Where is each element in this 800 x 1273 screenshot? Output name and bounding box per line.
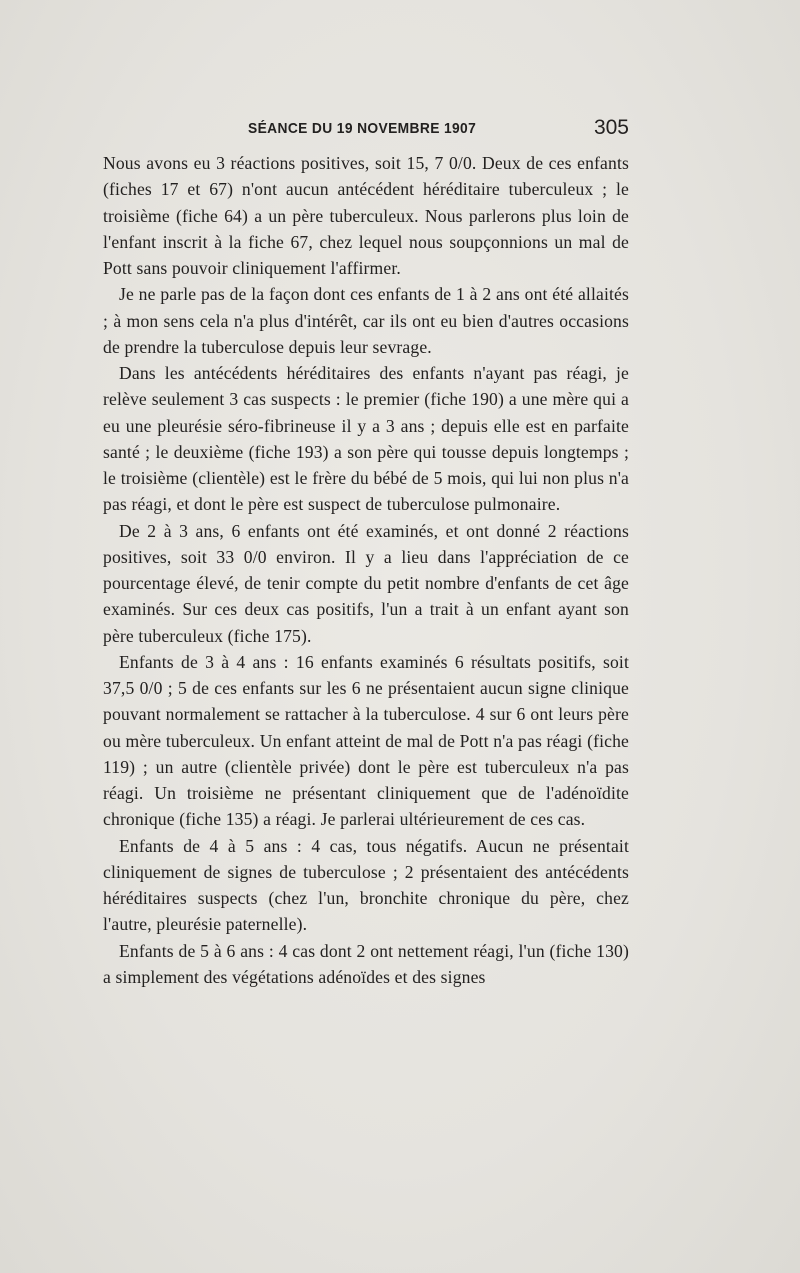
paragraph: Dans les antécédents héréditaires des enfants n'ayant pas réagi, je relève seulement 3 cas suspects : le premier (fiche 190) a une mère qui a eu une pleurésie séro-fibrineuse il y a 3 ans ; depuis elle est en parfaite santé ; le deuxième (fiche 193) a son père qui tousse depuis longtemps ; le troisième (clientèle) est le frère du bébé de 5 mois, qui lui non plus n'a pas réagi, et dont le père est suspect de tuberculose pulmonaire. [103, 363, 629, 515]
paragraph: De 2 à 3 ans, 6 enfants ont été examinés, et ont donné 2 réactions positives, soit 33 0/0 environ. Il y a lieu dans l'appréciation de ce pourcentage élevé, de tenir compte du petit nombre d'enfants de cet âge examinés. Sur ces deux cas positifs, l'un a trait à un enfant ayant son père tuberculeux (fiche 175). [103, 520, 629, 646]
paragraph: Enfants de 4 à 5 ans : 4 cas, tous négatifs. Aucun ne présentait cliniquement de signes de tuberculose ; 2 présentaient des antécédents héréditaires suspects (chez l'un, bronchite chronique du père, chez l'autre, pleurésie paternelle). [103, 835, 629, 935]
paragraph: Nous avons eu 3 réactions positives, soit 15, 7 0/0. Deux de ces enfants (fiches 17 et 67) n'ont aucun antécédent héréditaire tuberculeux ; le troisième (fiche 64) a un père tuberculeux. Nous parlerons plus loin de l'enfant inscrit à la fiche 67, chez lequel nous soupçonnions un mal de Pott sans pouvoir cliniquement l'affirmer. [103, 153, 629, 278]
body-text [103, 150, 629, 990]
paragraph: Je ne parle pas de la façon dont ces enfants de 1 à 2 ans ont été allaités ; à mon sens cela n'a plus d'intérêt, car ils ont eu bien d'autres occasions de prendre la tuberculose depuis leur sevrage. [103, 284, 629, 357]
page-number: 305 [593, 116, 629, 139]
page-header [103, 116, 629, 142]
paragraph: Enfants de 5 à 6 ans : 4 cas dont 2 ont nettement réagi, l'un (fiche 130) a simplement des végétations adénoïdes et des signes [103, 940, 629, 987]
running-title: SÉANCE DU 19 NOVEMBRE 1907 [248, 120, 477, 137]
paragraph: Enfants de 3 à 4 ans : 16 enfants examinés 6 résultats positifs, soit 37,5 0/0 ; 5 de ces enfants sur les 6 ne présentaient aucun signe clinique pouvant normalement se rattacher à la tuberculose. 4 sur 6 ont leurs père ou mère tuberculeux. Un enfant atteint de mal de Pott n'a pas réagi (fiche 119) ; un autre (clientèle privée) dont le père est tuberculeux n'a pas réagi. Un troisième ne présentant cliniquement que de l'adénoïdite chronique (fiche 135) a réagi. Je parlerai ultérieurement de ces cas. [103, 651, 629, 830]
